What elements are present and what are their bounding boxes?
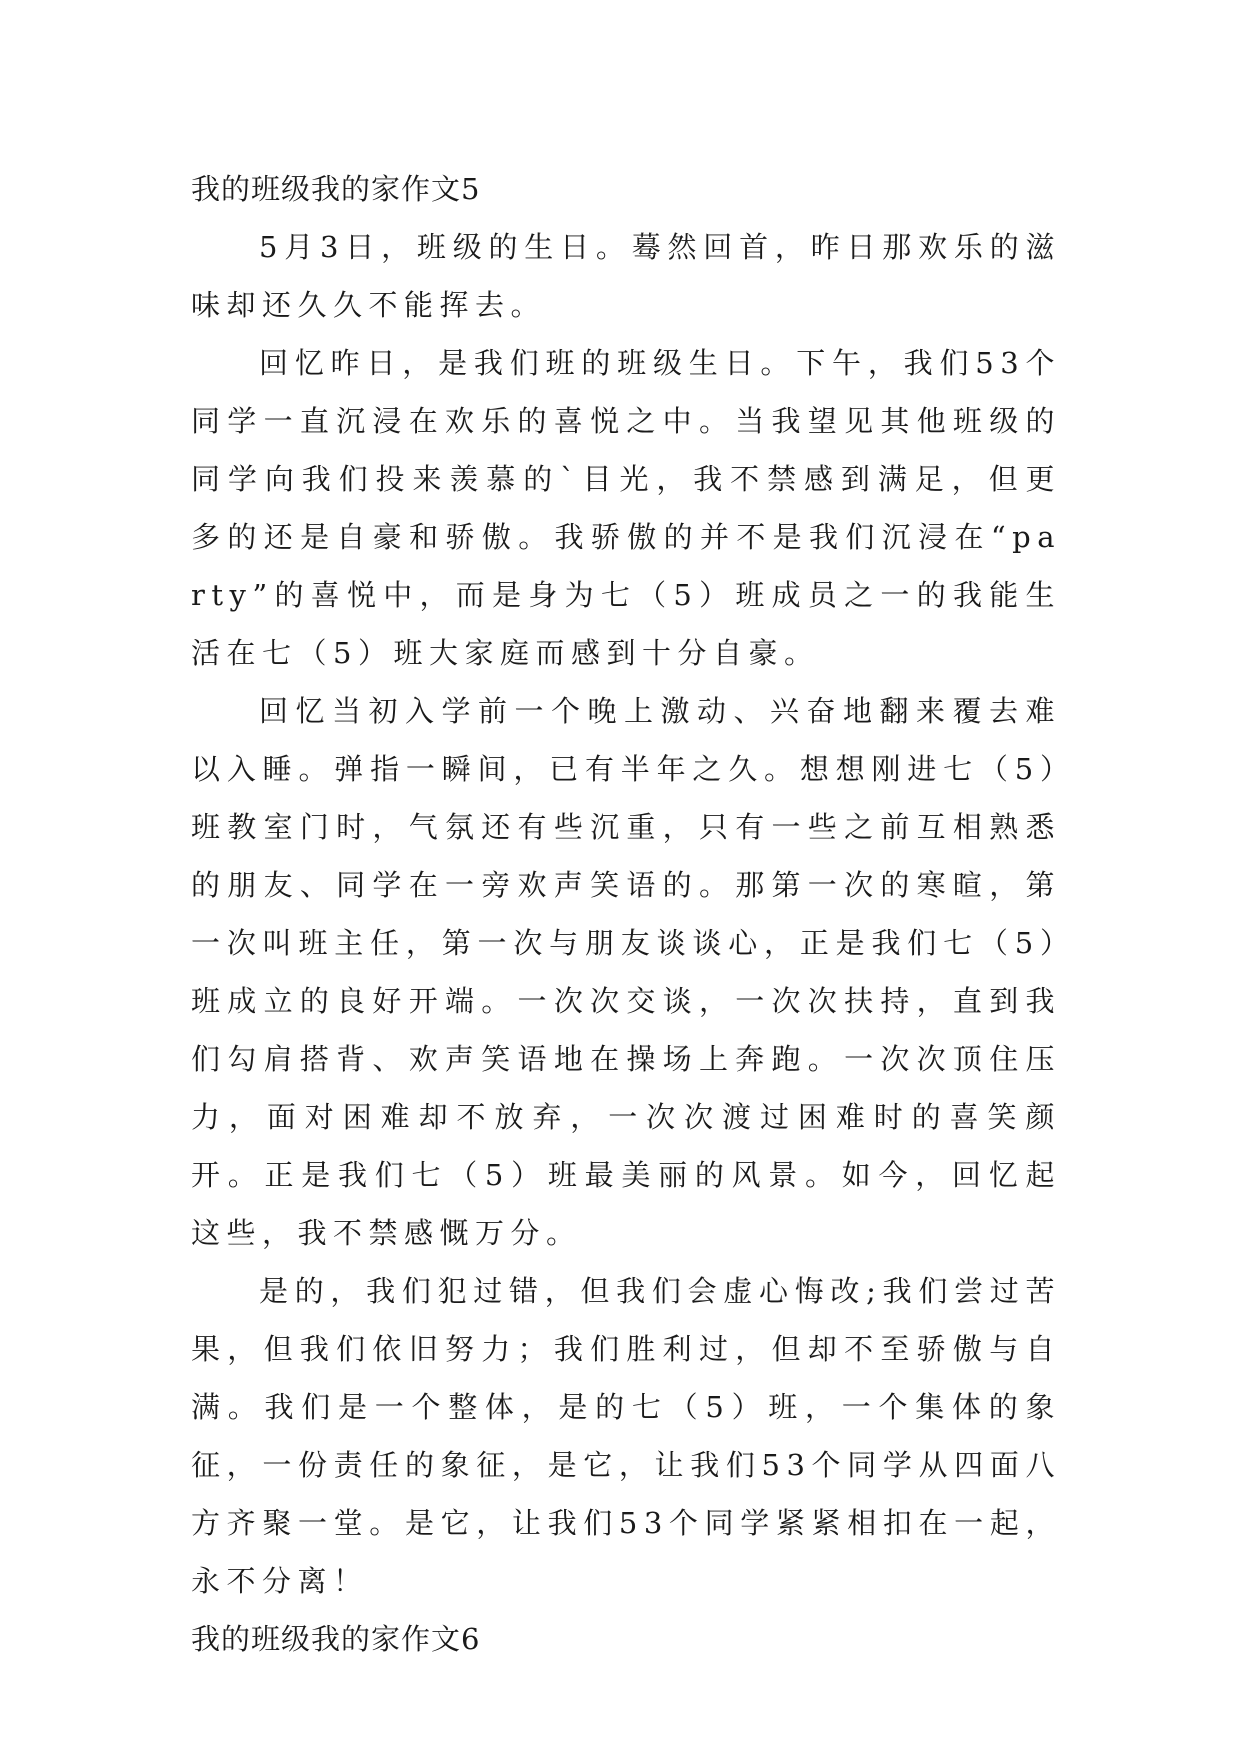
paragraph-3: 回忆当初入学前一个晚上激动、兴奋地翻来覆去难以入睡。弹指一瞬间，已有半年之久。想想刚进七（5）班教室门时，气氛还有些沉重，只有一些之前互相熟悉的朋友、同学在一旁欢声笑语的。那第一次的寒暄，第一次叫班主任，第一次与朋友谈谈心，正是我们七（5）班成立的良好开端。一次次交谈，一次次扶持，直到我们勾肩搭背、欢声笑语地在操场上奔跑。一次次顶住压力，面对困难却不放弃，一次次渡过困难时的喜笑颜开。正是我们七（5）班最美丽的风景。如今，回忆起这些，我不禁感慨万分。 — [191, 694, 1061, 1250]
document-body — [191, 160, 1061, 1668]
essay-title-5: 我的班级我的家作文5 — [191, 172, 481, 206]
paragraph-2: 回忆昨日，是我们班的班级生日。下午，我们53个同学一直沉浸在欢乐的喜悦之中。当我望见其他班级的同学向我们投来羡慕的`目光，我不禁感到满足，但更多的还是自豪和骄傲。我骄傲的并不是我们沉浸在“party”的喜悦中，而是身为七（5）班成员之一的我能生活在七（5）班大家庭而感到十分自豪。 — [191, 346, 1061, 670]
paragraph-4: 是的，我们犯过错，但我们会虚心悔改;我们尝过苦果，但我们依旧努力；我们胜利过，但却不至骄傲与自满。我们是一个整体，是的七（5）班，一个集体的象征，一份责任的象征，是它，让我们53个同学从四面八方齐聚一堂。是它，让我们53个同学紧紧相扣在一起，永不分离！ — [191, 1274, 1061, 1598]
paragraph-1: 5月3日，班级的生日。蓦然回首，昨日那欢乐的滋味却还久久不能挥去。 — [191, 230, 1061, 322]
essay-title-6: 我的班级我的家作文6 — [191, 1622, 481, 1656]
